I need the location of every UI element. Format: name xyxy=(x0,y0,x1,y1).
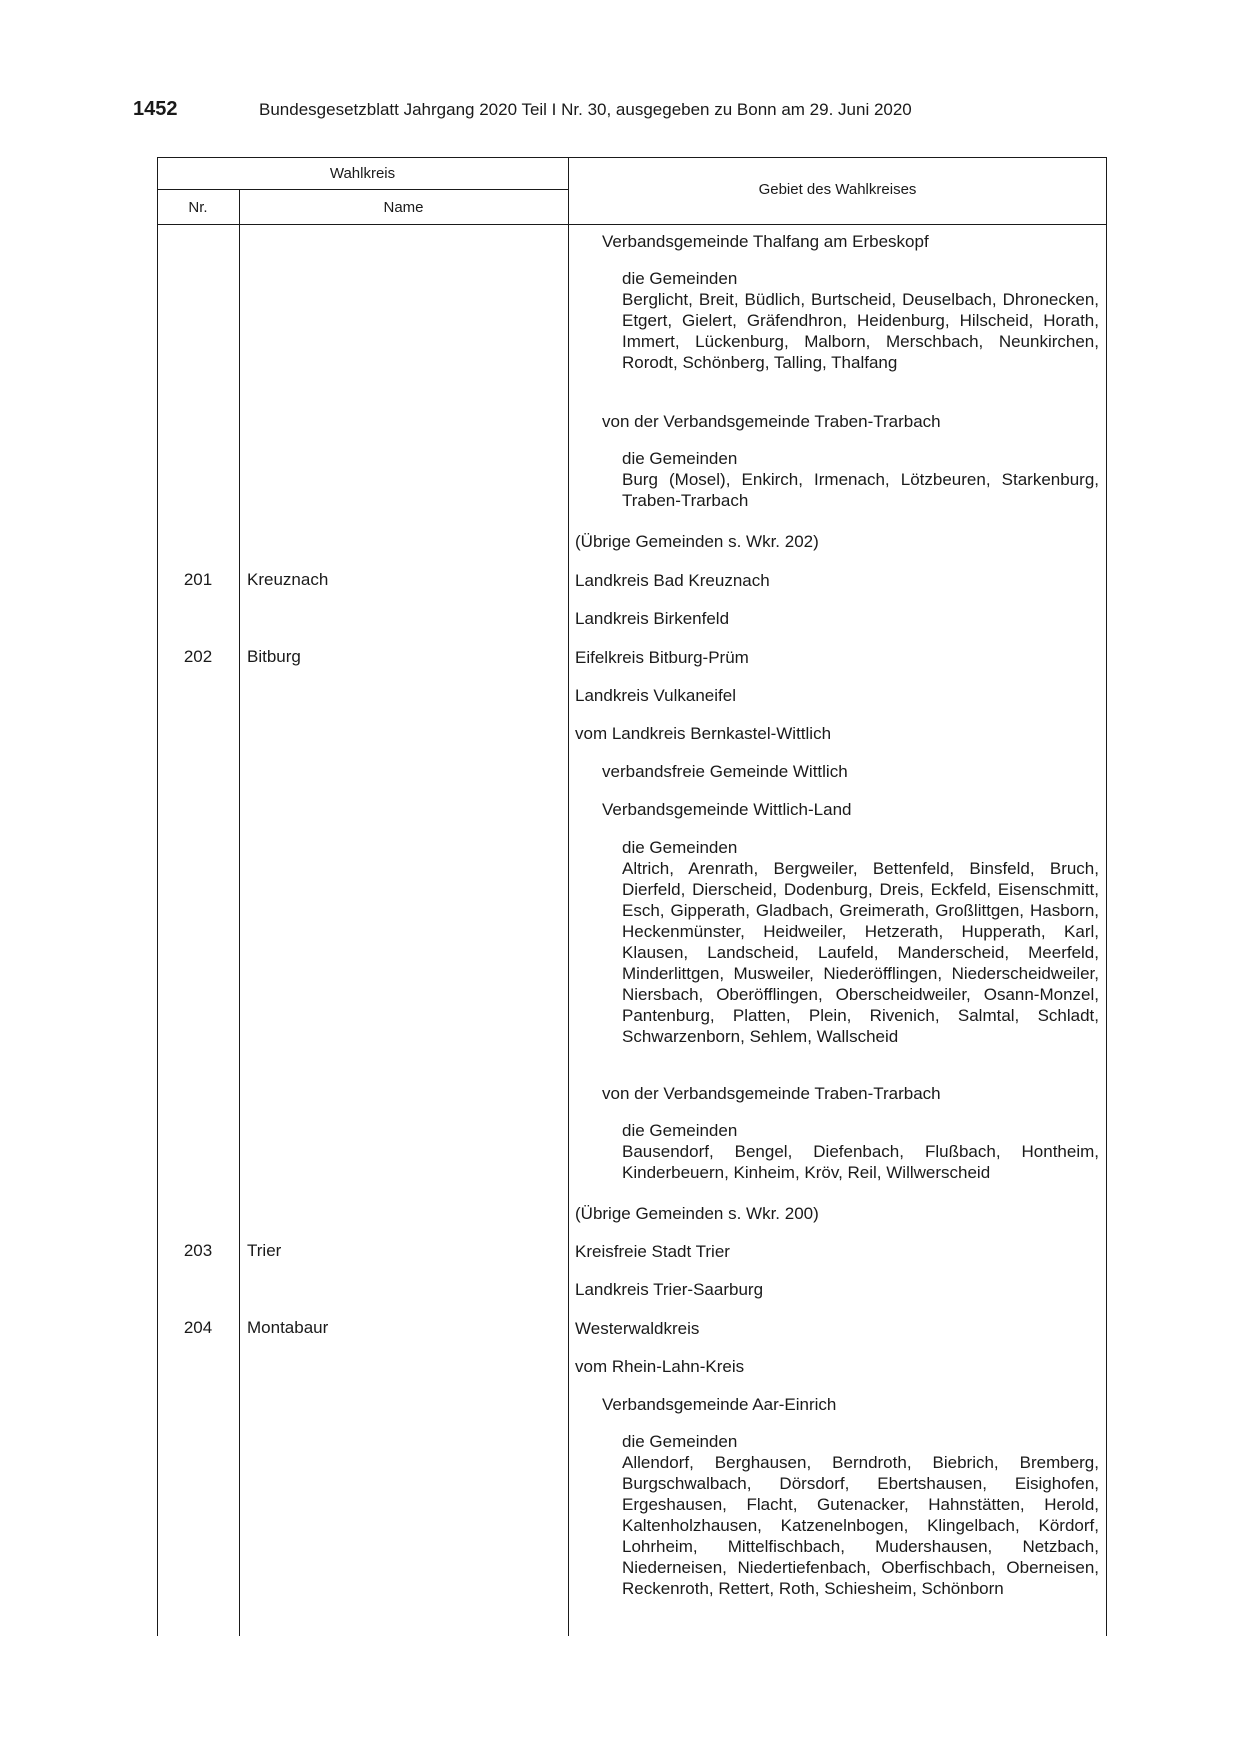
gebiet-entry: Landkreis Vulkaneifel xyxy=(575,686,736,705)
gebiet-entry: Landkreis Birkenfeld xyxy=(575,609,730,628)
gebiet-entry: die Gemeinden xyxy=(622,1121,738,1140)
gebiet-entry: Verbandsgemeinde Thalfang am Erbeskopf xyxy=(602,232,929,251)
header-mid-rule xyxy=(157,189,568,190)
name-gebiet-divider xyxy=(568,157,569,1636)
gebiet-entry: die Gemeinden xyxy=(622,838,738,857)
page-header xyxy=(133,98,1113,124)
row-nr: 203 xyxy=(183,1241,213,1260)
gebiet-entry: (Übrige Gemeinden s. Wkr. 202) xyxy=(575,532,819,551)
running-title: Bundesgesetzblatt Jahrgang 2020 Teil I Nr. 30, ausgegeben zu Bonn am 29. Juni 2020 xyxy=(259,100,912,119)
gebiet-entry: verbandsfreie Gemeinde Wittlich xyxy=(602,762,848,781)
row-nr: 202 xyxy=(183,647,213,666)
gebiet-entry: von der Verbandsgemeinde Traben-Trarbach xyxy=(602,412,941,431)
gebiet-entry: Verbandsgemeinde Aar-Einrich xyxy=(602,1395,837,1414)
header-name: Name xyxy=(383,199,424,216)
row-name: Bitburg xyxy=(247,647,301,666)
gebiet-entry: Landkreis Bad Kreuznach xyxy=(575,571,770,590)
nr-name-divider xyxy=(239,189,240,1636)
gebiet-entry: vom Rhein-Lahn-Kreis xyxy=(575,1357,745,1376)
header-bottom-rule xyxy=(157,224,1107,225)
row-name: Kreuznach xyxy=(247,570,329,589)
gebiet-entry: Kreisfreie Stadt Trier xyxy=(575,1242,730,1261)
table-right-rule xyxy=(1106,157,1107,1636)
gemeinden-list: Berglicht, Breit, Büdlich, Burtscheid, Deuselbach, Dhronecken, Etgert, Gielert, Gräfendhron, Heidenburg, Hilscheid, Horath, Immert, Lückenburg, Malborn, Merschbach, Neunkirchen, Rorodt, Schönberg, Talling, Thalfang xyxy=(622,290,1099,372)
gebiet-entry: die Gemeinden xyxy=(622,449,738,468)
row-name: Montabaur xyxy=(247,1318,329,1337)
gebiet-entry: von der Verbandsgemeinde Traben-Trarbach xyxy=(602,1084,941,1103)
gebiet-entry: die Gemeinden xyxy=(622,1432,738,1451)
gebiet-entry: die Gemeinden xyxy=(622,269,738,288)
gebiet-entry: Landkreis Trier-Saarburg xyxy=(575,1280,764,1299)
row-name: Trier xyxy=(247,1241,282,1260)
gebiet-entry: Eifelkreis Bitburg-Prüm xyxy=(575,648,749,667)
gebiet-entry: vom Landkreis Bernkastel-Wittlich xyxy=(575,724,832,743)
gemeinden-list: Allendorf, Berghausen, Berndroth, Biebrich, Bremberg, Burgschwalbach, Dörsdorf, Ebertshausen, Eisighofen, Ergeshausen, Flacht, Gutenacker, Hahnstätten, Herold, Kaltenholzhausen, Katzenelnbogen, Klingelbach, Kördorf, Lohrheim, Mittelfischbach, Mudershausen, Netzbach, Niederneisen, Niedertiefenbach, Oberfischbach, Oberneisen, Reckenroth, Rettert, Roth, Schiesheim, Schönborn xyxy=(622,1453,1099,1598)
gebiet-entry: Westerwaldkreis xyxy=(575,1319,700,1338)
gemeinden-list: Bausendorf, Bengel, Diefenbach, Flußbach, Hontheim, Kinderbeuern, Kinheim, Kröv, Reil, Willwerscheid xyxy=(622,1142,1099,1182)
row-nr: 204 xyxy=(183,1318,213,1337)
header-gebiet: Gebiet des Wahlkreises xyxy=(758,181,917,198)
table-top-rule xyxy=(157,157,1107,158)
gemeinden-list: Altrich, Arenrath, Bergweiler, Bettenfeld, Binsfeld, Bruch, Dierfeld, Dierscheid, Dodenburg, Dreis, Eckfeld, Eisenschmitt, Esch, Gipperath, Gladbach, Greimerath, Großlittgen, Hasborn, Heckenmünster, Heidweiler, Hetzerath, Hupperath, Karl, Klausen, Landscheid, Laufeld, Manderscheid, Meerfeld, Minderlittgen, Musweiler, Niederöfflingen, Niederscheidweiler, Niersbach, Oberöfflingen, Oberscheidweiler, Osann-Monzel, Pantenburg, Platten, Plein, Rivenich, Salmtal, Schladt, Schwarzenborn, Sehlem, Wallscheid xyxy=(622,859,1099,1046)
row-nr: 201 xyxy=(183,570,213,589)
table-left-rule xyxy=(157,157,158,1636)
gebiet-entry: Verbandsgemeinde Wittlich-Land xyxy=(602,800,852,819)
gebiet-entry: (Übrige Gemeinden s. Wkr. 200) xyxy=(575,1204,819,1223)
page-number: 1452 xyxy=(133,98,178,120)
header-nr: Nr. xyxy=(188,199,208,216)
header-wahlkreis: Wahlkreis xyxy=(329,165,396,182)
gemeinden-list: Burg (Mosel), Enkirch, Irmenach, Lötzbeuren, Starkenburg, Traben-Trarbach xyxy=(622,470,1099,510)
wahlkreis-table xyxy=(157,157,1107,1636)
